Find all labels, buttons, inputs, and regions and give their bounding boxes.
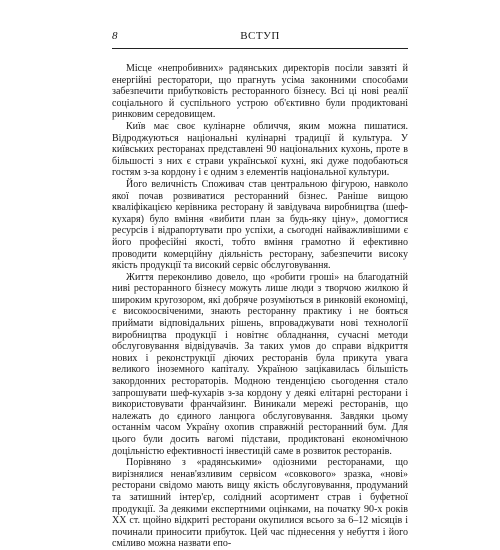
paragraph: Місце «непробивних» радянських директорів посіли завзяті й енергійні ресторатори, що прагнуть усіма законними способами забезпечити прибутковість ресторанного бізнесу. Всі ці нові реалії соціального й суспільного устрою об'єктивно були продиктовані ринковим середовищем.	[112, 63, 408, 121]
paragraph: Київ має своє кулінарне обличчя, яким можна пишатися. Відроджуються національні кулінарні традиції й культура. У київських ресторанах представлені 90 національних кухонь, проте в більшості з них є страви української кухні, які дуже подобаються гостям з-за кордону і є одним з елементів національної культури.	[112, 120, 408, 179]
body-text	[112, 63, 408, 550]
paragraph: Життя переконливо довело, що «робити гроші» на благодатній ниві ресторанного бізнесу можуть лише люди з творчою жилкою й широким кругозором, які добряче розуміються в ринковій економіці, є високоосвіченими, знають ресторанну практику і не бояться приймати відповідальних рішень, впроваджувати нові технології виробництва продукції і новітнє обладнання, сучасні методи обслуговування відвідувачів. За таких умов до справи відкриття нових і реконструкції діючих ресторанів була прикута увага великого іноземного капіталу. Україною зацікавилась більшість закордонних рестораторів. Модною тенденцією сьогодення стало запрошувати шеф-кухарів з-за кордону у деякі елітарні ресторани і використовувати франчайзинг. Виникали мережі ресторанів, що належать до єдиного ланцюга обслуговування. Завдяки цьому останнім часом Україну охопив справжній ресторанний бум. Для цього були досить вагомі підстави, продиктовані економічною доцільністю ефективності інвестицій саме в розвиток ресторанів.	[112, 271, 408, 457]
paragraph: Порівняно з «радянськими» одіозними ресторанами, що вирізнялися ненав'язливим сервісом «совкового» зразка, «нові» ресторани свідомо мають вищу якість обслуговування, продуманий та затишний інтер'єр, солідний асортимент страв і буфетної продукції. За деякими експертними оцінками, на початку 90-х років XX ст. щойно відкриті ресторани окупилися всього за 6–12 місяців і починали приносити прибуток. Цей час піднесення у небуття і його сміливо можна назвати епо-	[112, 457, 408, 550]
page-number: 8	[112, 30, 118, 42]
book-page	[0, 22, 500, 550]
section-title: ВСТУП	[240, 30, 280, 42]
paragraph: Його величність Споживач став центральною фігурою, навколо якої почав розвиватися ресторанний бізнес. Раніше вищою кваліфікацією керівника ресторану й завідувача виробництва (шеф-кухаря) було вміння «вибити план за будь-яку ціну», домогтися ресурсів і відрапортувати про успіхи, а сьогодні найважливішими є його професійні якості, тобто вміння грамотно й ефективно проводити комерційну діяльність ресторану, забезпечити високу якість продукції та високий сервіс обслуговування.	[112, 178, 408, 272]
running-head	[112, 22, 408, 49]
